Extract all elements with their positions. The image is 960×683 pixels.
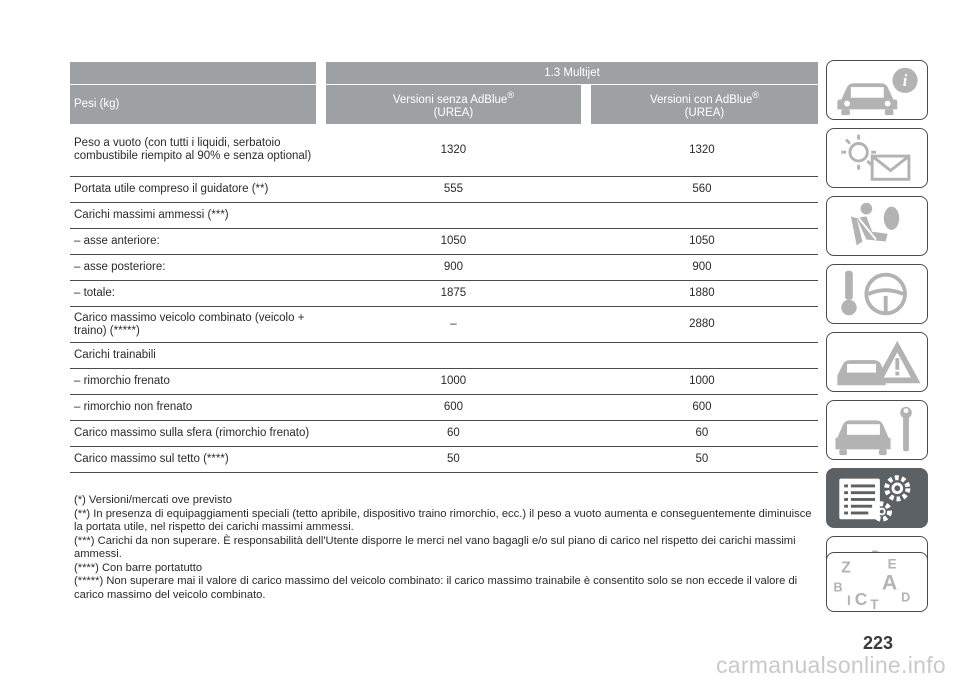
weights-table [70,62,818,473]
footnote: (****) Con barre portatutto [74,561,203,574]
value-with-adblue: 1320 [586,124,818,177]
table-row [70,421,818,447]
row-label: Portata utile compreso il guidatore (**) [70,177,321,203]
value-with-adblue: 900 [586,255,818,281]
svg-text:A: A [881,570,898,595]
row-label: – asse anteriore: [70,229,321,255]
key-steering-wheel-icon [827,265,927,323]
row-label: Carico massimo sul tetto (****) [70,447,321,473]
row-label: Peso a vuoto (con tutti i liquidi, serbatoio combustibile riempito al 90% e senza optional) [70,124,321,177]
table-row [70,229,818,255]
weights-header: Pesi (kg) [70,85,321,125]
chapter-tab-starting-driving[interactable] [826,264,928,324]
value-without-adblue: 600 [321,395,586,421]
value-without-adblue: 1000 [321,369,586,395]
value-without-adblue: 900 [321,255,586,281]
value-without-adblue: 555 [321,177,586,203]
row-label: – rimorchio frenato [70,369,321,395]
value-with-adblue: 560 [586,177,818,203]
value-with-adblue: 1000 [586,369,818,395]
svg-text:D: D [901,590,911,605]
header-empty-cell [70,62,321,85]
table-row [70,343,818,369]
alphabetical-index-icon [827,553,927,611]
footnote: (*) Versioni/mercati ove previsto [74,494,232,506]
svg-text:I: I [847,593,851,609]
technical-data-gears-icon [827,469,927,527]
footnotes [74,494,819,602]
footnote: (*****) Non superare mai il valore di carico massimo del veicolo combinato: il carico massimo trainabile è consentito solo se non eccede il valore di carico massimo del veicolo combinato. [74,575,798,601]
table-row [70,203,818,229]
table-row [70,369,818,395]
row-label: Carico massimo sulla sfera (rimorchio frenato) [70,421,321,447]
svg-text:B: B [833,580,843,595]
row-label: Carico massimo veicolo combinato (veicolo + traino) (*****) [70,307,321,343]
svg-text:E: E [887,556,897,572]
emergency-car-warning-icon [827,333,927,391]
chapter-tab-dashboard[interactable] [826,128,928,188]
value-with-adblue: 600 [586,395,818,421]
table-row [70,124,818,177]
table-row [70,255,818,281]
value-without-adblue: – [321,307,586,343]
table-row [70,281,818,307]
chapter-tab-knowing-the-car[interactable] [826,60,928,120]
svg-text:C: C [854,589,868,610]
row-label: Carichi massimi ammessi (***) [70,203,321,229]
value-with-adblue [586,343,818,369]
value-without-adblue [321,203,586,229]
value-with-adblue: 1880 [586,281,818,307]
value-without-adblue: 1875 [321,281,586,307]
chapter-tab-emergency[interactable] [826,332,928,392]
chapter-tab-index[interactable] [826,552,928,612]
value-without-adblue [321,343,586,369]
value-without-adblue: 60 [321,421,586,447]
row-label: – rimorchio non frenato [70,395,321,421]
warning-lights-message-icon [827,129,927,187]
table-row [70,307,818,343]
value-with-adblue: 60 [586,421,818,447]
chapter-tab-safety[interactable] [826,196,928,256]
seat-airbag-icon [827,197,927,255]
version-without-adblue-header: Versioni senza AdBlue® (UREA) [321,85,586,125]
value-without-adblue: 1320 [321,124,586,177]
page-number: 223 [862,633,894,653]
value-with-adblue: 50 [586,447,818,473]
watermark: carmanualsonline.info [715,652,946,678]
table-row [70,395,818,421]
engine-header: 1.3 Multijet [321,62,818,85]
value-with-adblue: 1050 [586,229,818,255]
svg-text:T: T [870,597,879,611]
row-label: Carichi trainabili [70,343,321,369]
version-with-adblue-header: Versioni con AdBlue® (UREA) [586,85,818,125]
chapter-tab-technical-data[interactable] [826,468,928,528]
svg-text:i: i [902,71,908,91]
chapter-tab-maintenance[interactable] [826,400,928,460]
row-label: – totale: [70,281,321,307]
svg-text:Z: Z [841,559,851,577]
table-row [70,177,818,203]
row-label: – asse posteriore: [70,255,321,281]
car-maintenance-tools-icon [827,401,927,459]
value-with-adblue: 2880 [586,307,818,343]
car-info-icon [827,61,927,119]
value-without-adblue: 1050 [321,229,586,255]
table-row [70,447,818,473]
footnote: (**) In presenza di equipaggiamenti speciali (tetto apribile, dispositivo traino rimorchio, ecc.) il peso a vuoto aumenta e conseguentemente diminuisce la portata utile, nel rispetto dei carichi massimi ammessi. [74,507,812,533]
footnote: (***) Carichi da non superare. È responsabilità dell'Utente disporre le merci nel vano bagagli e/o sul piano di carico nel rispetto dei carichi massimi ammessi. [74,534,796,560]
value-without-adblue: 50 [321,447,586,473]
value-with-adblue [586,203,818,229]
